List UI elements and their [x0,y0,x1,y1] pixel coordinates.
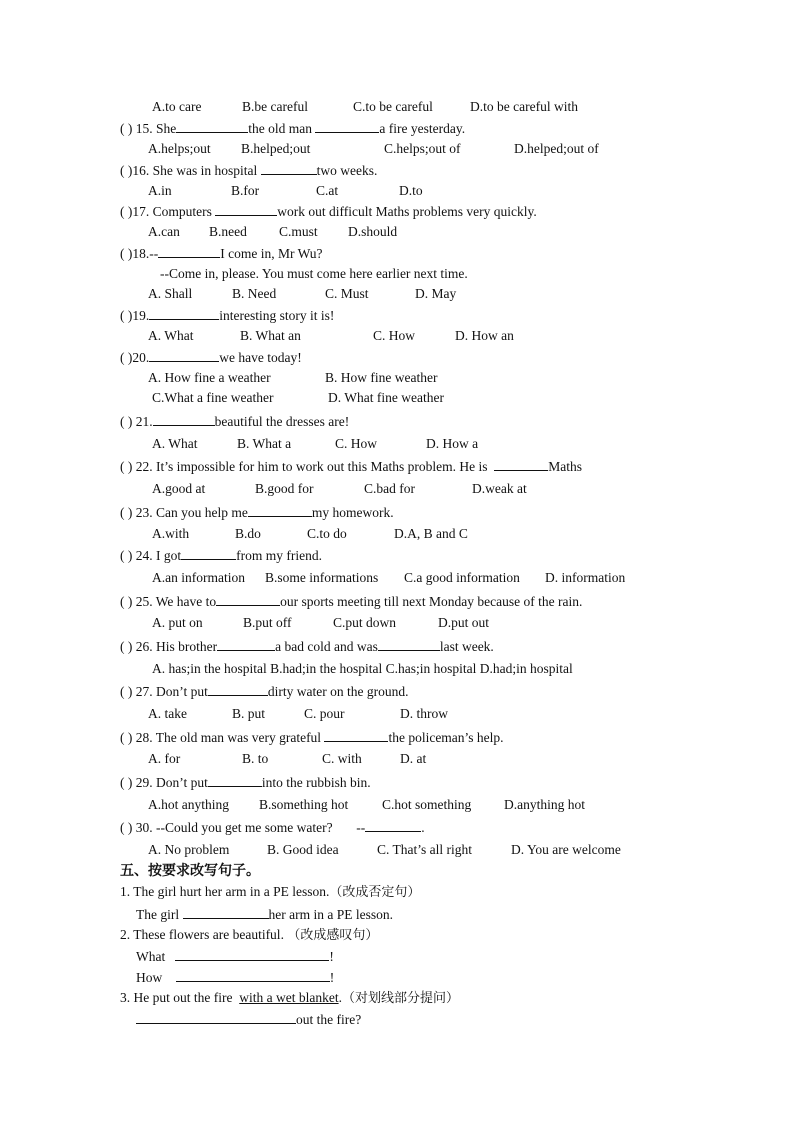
q23-stem: ( ) 23. Can you help me [120,505,248,520]
q21-option-b: B. What a [237,436,292,451]
section-5-title: 五、按要求改写句子。 [120,863,260,879]
rewrite-2-instruction: （改成感叹句） [287,928,379,943]
q22-option-b: B.good for [255,481,314,496]
question-16 [120,161,377,180]
q18-option-a: A. Shall [148,286,193,301]
question-17 [120,202,537,221]
rewrite-3-period: . [338,990,342,1005]
rewrite-1-answer-end: her arm in a PE lesson. [268,907,393,922]
q21-option-d: D. How a [426,436,479,451]
rewrite-3-underlined-phrase: with a wet blanket [239,990,339,1005]
q19-blank[interactable] [149,306,219,320]
q15-option-d: D.helped;out of [514,141,599,156]
rewrite-2-what-line [136,947,334,966]
rewrite-2-what-blank[interactable] [175,947,329,961]
question-28 [120,728,504,747]
q23-option-b: B.do [235,526,261,541]
q18-option-b: B. Need [232,286,277,301]
q28-option-d: D. at [400,751,427,766]
q15-blank-2[interactable] [315,119,379,133]
q27-option-b: B. put [232,706,266,721]
rewrite-2-how-exclamation: ! [329,970,335,985]
q27-option-a: A. take [148,706,187,721]
q26-blank-2[interactable] [378,637,440,651]
q18-blank[interactable] [158,244,220,258]
rewrite-2-sentence: 2. These flowers are beautiful. [120,927,284,942]
q27-blank[interactable] [208,682,268,696]
q25-option-c: C.put down [333,615,397,630]
question-26 [120,637,494,656]
q23-option-c: C.to do [307,526,347,541]
q24-option-a: A.an information [152,570,245,585]
q16-blank[interactable] [261,161,317,175]
q30-stem: ( ) 30. --Could you get me some water? [120,820,333,835]
q26-stem: ( ) 26. His brother [120,639,218,654]
q19-option-c: C. How [373,328,416,343]
q24-option-b: B.some informations [265,570,379,585]
rewrite-2-what: What [136,949,166,964]
rewrite-2-how: How [136,970,163,985]
q15-blank-1[interactable] [176,119,248,133]
q30-blank[interactable] [365,818,421,832]
q24-blank[interactable] [181,546,236,560]
q26-end: last week. [439,639,494,654]
q20-end: we have today! [219,350,302,365]
q16-option-a: A.in [148,183,172,198]
q29-option-d: D.anything hot [504,797,585,812]
question-30 [120,818,425,837]
q17-option-d: D.should [348,224,398,239]
q17-stem: ( )17. Computers [120,204,212,219]
q17-option-b: B.need [209,224,247,239]
q20-option-d: D. What fine weather [328,390,444,405]
q14-option-c: C.to be careful [353,99,433,114]
q23-end: my homework. [311,505,394,520]
question-20 [120,348,302,367]
q30-option-b: B. Good idea [267,842,339,857]
q25-option-b: B.put off [243,615,292,630]
q30-option-d: D. You are welcome [511,842,621,857]
rewrite-3-sentence: 3. He put out the fire [120,990,233,1005]
q25-blank[interactable] [216,592,280,606]
rewrite-1-answer [136,905,393,924]
q30-dash: -- [356,820,366,835]
q14-option-d: D.to be careful with [470,99,578,114]
q24-stem: ( ) 24. I got [120,548,182,563]
q20-option-c: C.What a fine weather [152,390,274,405]
q16-stem: ( )16. She was in hospital [120,163,258,178]
q19-option-a: A. What [148,328,194,343]
rewrite-3-blank[interactable] [136,1010,296,1024]
q29-option-a: A.hot anything [148,797,229,812]
q25-option-a: A. put on [152,615,203,630]
q25-stem: ( ) 25. We have to [120,594,217,609]
q18-end: I come in, Mr Wu? [220,246,323,261]
q30-option-a: A. No problem [148,842,230,857]
q22-option-a: A.good at [152,481,206,496]
q23-blank[interactable] [248,503,312,517]
q15-end: a fire yesterday. [379,121,466,136]
q22-end: Maths [548,459,582,474]
q24-option-c: C.a good information [404,570,520,585]
q21-blank[interactable] [153,412,215,426]
q15-middle: the old man [248,121,312,136]
q29-blank[interactable] [208,773,262,787]
q20-stem: ( )20. [120,350,150,365]
q16-option-b: B.for [231,183,260,198]
rewrite-1-answer-start: The girl [136,907,180,922]
q17-blank[interactable] [215,202,277,216]
q21-stem: ( ) 21. [120,414,153,429]
q18-reply: --Come in, please. You must come here earlier next time. [160,266,468,281]
q30-end: . [421,820,425,835]
q18-option-c: C. Must [325,286,369,301]
q19-option-d: D. How an [455,328,514,343]
q29-end: into the rubbish bin. [261,775,371,790]
q23-option-d: D.A, B and C [394,526,468,541]
q29-option-c: C.hot something [382,797,472,812]
q25-end: our sports meeting till next Monday because of the rain. [280,594,583,609]
rewrite-3-answer-end: out the fire? [296,1012,362,1027]
q29-option-b: B.something hot [259,797,349,812]
q19-stem: ( )19. [120,308,150,323]
rewrite-1 [120,883,420,902]
question-29 [120,773,371,792]
q14-option-b: B.be careful [242,99,308,114]
q28-end: the policeman’s help. [388,730,504,745]
question-15 [120,119,465,138]
q22-blank[interactable] [494,457,548,471]
q28-stem: ( ) 28. The old man was very grateful [120,730,322,745]
rewrite-3-answer [136,1010,361,1029]
q15-option-a: A.helps;out [148,141,211,156]
rewrite-1-sentence: 1. The girl hurt her arm in a PE lesson. [120,884,330,899]
q20-option-b: B. How fine weather [325,370,438,385]
q18-stem: ( )18.-- [120,246,159,261]
question-21 [120,412,349,431]
q24-end: from my friend. [236,548,322,563]
q21-option-c: C. How [335,436,378,451]
q21-option-a: A. What [152,436,198,451]
q26-middle: a bad cold and was [275,639,378,654]
q22-option-c: C.bad for [364,481,415,496]
q26-blank-1[interactable] [217,637,275,651]
q28-option-a: A. for [148,751,181,766]
q23-option-a: A.with [152,526,190,541]
rewrite-2 [120,926,378,945]
q16-end: two weeks. [316,163,378,178]
q29-stem: ( ) 29. Don’t put [120,775,208,790]
q16-option-c: C.at [316,183,339,198]
rewrite-2-how-blank[interactable] [176,968,330,982]
question-19 [120,306,334,325]
q28-option-c: C. with [322,751,362,766]
q27-stem: ( ) 27. Don’t put [120,684,208,699]
question-23 [120,503,394,522]
rewrite-2-how-line [136,968,334,987]
q27-option-d: D. throw [400,706,448,721]
q22-option-d: D.weak at [472,481,527,496]
question-22 [120,457,582,476]
rewrite-1-blank[interactable] [183,905,269,919]
question-18 [120,244,323,263]
q21-end: beautiful the dresses are! [214,414,350,429]
q30-option-c: C. That’s all right [377,842,472,857]
rewrite-3 [120,989,459,1008]
rewrite-1-instruction: （改成否定句） [329,885,421,900]
q24-option-d: D. information [545,570,626,585]
question-25 [120,592,582,611]
q26-options: A. has;in the hospital B.had;in the hospital C.has;in hospital D.had;in hospital [152,661,573,676]
q27-option-c: C. pour [304,706,345,721]
q27-end: dirty water on the ground. [267,684,409,699]
rewrite-2-what-exclamation: ! [329,949,334,964]
q16-option-d: D.to [399,183,423,198]
q18-option-d: D. May [415,286,457,301]
q14-option-a: A.to care [152,99,202,114]
q17-end: work out difficult Maths problems very quickly. [277,204,537,219]
q15-option-b: B.helped;out [241,141,311,156]
q28-blank[interactable] [324,728,388,742]
question-27 [120,682,408,701]
q20-blank[interactable] [149,348,219,362]
q28-option-b: B. to [242,751,269,766]
rewrite-3-instruction: （对划线部分提问） [341,991,459,1006]
q20-option-a: A. How fine a weather [148,370,271,385]
q19-end: interesting story it is! [219,308,335,323]
q22-stem: ( ) 22. It’s impossible for him to work out this Maths problem. He is [120,459,488,474]
q17-option-c: C.must [279,224,318,239]
q25-option-d: D.put out [438,615,490,630]
q15-stem: ( ) 15. She [120,121,177,136]
q15-option-c: C.helps;out of [384,141,461,156]
q19-option-b: B. What an [240,328,301,343]
q17-option-a: A.can [148,224,180,239]
question-24 [120,546,322,565]
